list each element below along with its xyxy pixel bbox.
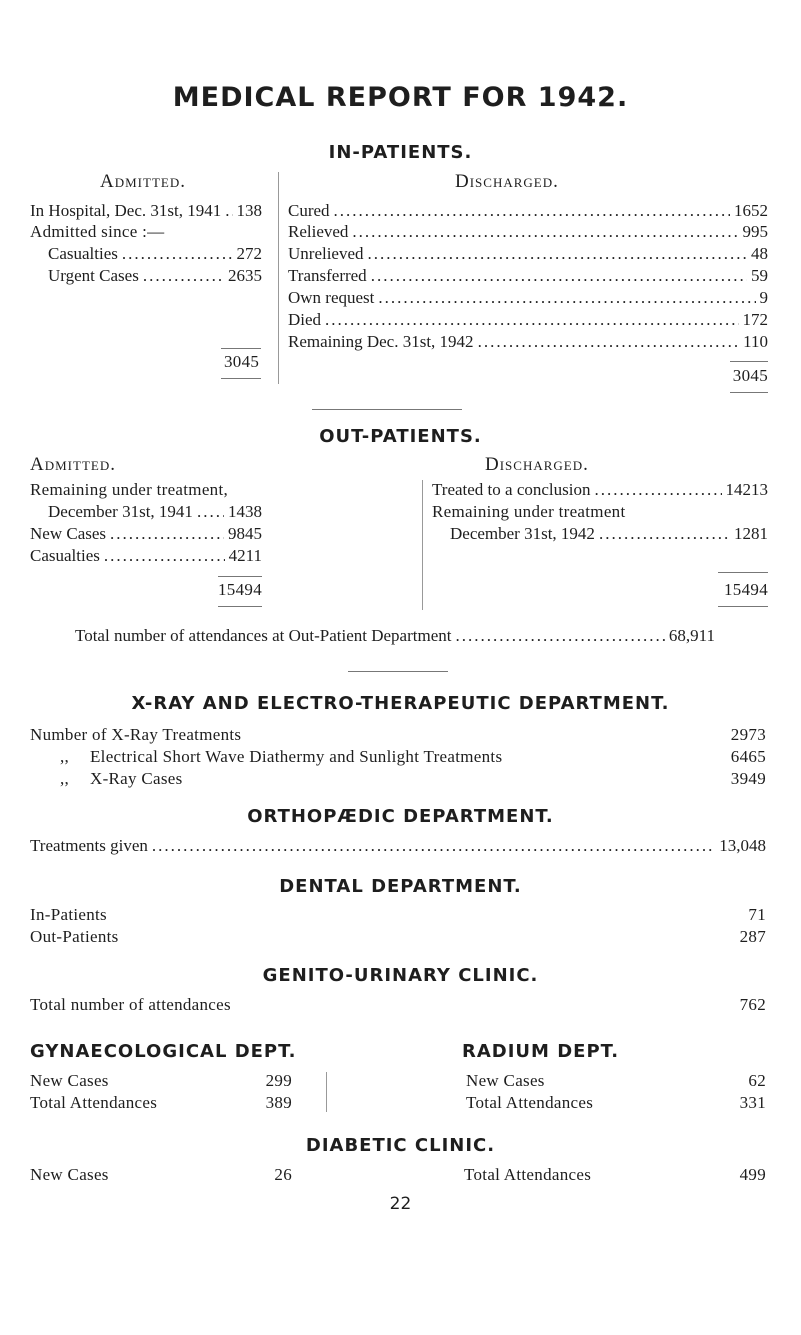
- row-label: Transferred: [288, 266, 367, 285]
- section-divider: [312, 409, 462, 410]
- row-label: Casualties: [48, 244, 118, 263]
- outpatients-discharged-row: [432, 480, 768, 500]
- inpatients-admitted-row: [48, 244, 262, 264]
- gynae-heading: GYNAECOLOGICAL DEPT.: [30, 1041, 297, 1062]
- radium-heading: RADIUM DEPT.: [462, 1041, 620, 1062]
- row-value: 1652: [734, 201, 768, 220]
- row-label: In Hospital, Dec. 31st, 1941: [30, 201, 222, 220]
- outpatients-discharged-heading: Discharged.: [485, 454, 589, 475]
- row-value: 1281: [734, 524, 768, 543]
- outpatients-attendances-row: [75, 626, 715, 646]
- total-rule: [221, 348, 261, 349]
- xray-row-label: Number of X-Ray Treatments: [30, 725, 242, 744]
- diabetic-att-value: 499: [739, 1165, 766, 1184]
- row-label: Treatments given: [30, 836, 148, 855]
- genito-row-label: Total number of attendances: [30, 995, 231, 1014]
- xray-row-value: 3949: [730, 769, 766, 788]
- row-label: New Cases: [30, 524, 107, 543]
- dental-row-label: In-Patients: [30, 905, 107, 924]
- total-rule: [218, 576, 262, 577]
- inpatients-admitted-row: [48, 266, 262, 286]
- outpatients-admitted-row: [30, 546, 262, 566]
- row-label: Casualties: [30, 546, 100, 565]
- xray-row-label: Electrical Short Wave Diathermy and Sunlight Treatments: [90, 747, 503, 766]
- inpatients-discharged-row: [288, 244, 768, 264]
- diabetic-heading: DIABETIC CLINIC.: [305, 1135, 496, 1156]
- row-label: December 31st, 1941: [48, 502, 193, 521]
- radium-row-label: Total Attendances: [466, 1093, 594, 1112]
- orthopaedic-heading: ORTHOPÆDIC DEPARTMENT.: [247, 806, 554, 827]
- row-value: 2635: [228, 266, 262, 285]
- gynae-row-value: 299: [265, 1071, 292, 1090]
- row-value: 68,911: [668, 626, 715, 645]
- total-rule: [221, 378, 261, 379]
- outpatients-admitted-total: 15494: [218, 580, 262, 599]
- outpatients-discharged-total: 15494: [724, 580, 768, 599]
- total-rule: [730, 392, 768, 393]
- orthopaedic-row: [30, 836, 766, 856]
- row-label: Cured: [288, 201, 330, 220]
- inpatients-discharged-row: [288, 310, 768, 330]
- total-rule: [730, 361, 768, 362]
- row-label: Relieved: [288, 222, 349, 241]
- outpatients-admitted-row: [48, 502, 262, 522]
- outpatients-heading: OUT-PATIENTS.: [319, 426, 482, 447]
- inpatients-admitted-total: 3045: [224, 352, 260, 371]
- column-divider: [278, 172, 279, 384]
- gynae-row-label: Total Attendances: [30, 1093, 158, 1112]
- row-label: Total number of attendances at Out-Patient Department: [75, 626, 452, 645]
- row-value: 1438: [228, 502, 262, 521]
- inpatients-discharged-row: [288, 222, 768, 242]
- dental-row-value: 287: [739, 927, 766, 946]
- radium-row-value: 62: [748, 1071, 766, 1090]
- outpatients-admitted-heading: Admitted.: [30, 454, 116, 475]
- row-value: 272: [236, 244, 262, 263]
- row-value: 995: [742, 222, 768, 241]
- inpatients-discharged-row: [288, 288, 768, 308]
- page-title: MEDICAL REPORT FOR 1942.: [172, 82, 629, 113]
- row-value: 172: [742, 310, 768, 329]
- diabetic-new-label: New Cases: [30, 1165, 109, 1184]
- inpatients-admitted-row: [30, 201, 262, 221]
- inpatients-discharged-row: [288, 332, 768, 352]
- row-value: 14213: [725, 480, 768, 499]
- xray-row-label: X-Ray Cases: [90, 769, 183, 788]
- gynae-row-value: 389: [265, 1093, 292, 1112]
- row-value: 48: [751, 244, 768, 263]
- radium-row-label: New Cases: [466, 1071, 545, 1090]
- outpatients-admitted-row: [30, 524, 262, 544]
- outpatients-discharged-row: Remaining under treatment: [432, 502, 626, 521]
- row-value: 9845: [228, 524, 262, 543]
- inpatients-discharged-total: 3045: [732, 366, 768, 385]
- diabetic-att-label: Total Attendances: [464, 1165, 592, 1184]
- inpatients-discharged-row: [288, 201, 768, 221]
- inpatients-heading: IN-PATIENTS.: [328, 142, 473, 163]
- genito-row-value: 762: [739, 995, 766, 1014]
- dental-row-value: 71: [748, 905, 766, 924]
- total-rule: [718, 606, 768, 607]
- total-rule: [218, 606, 262, 607]
- row-label: Own request: [288, 288, 375, 307]
- row-value: 110: [743, 332, 768, 351]
- row-value: 138: [236, 201, 262, 220]
- gynae-row-label: New Cases: [30, 1071, 109, 1090]
- row-label: Remaining Dec. 31st, 1942: [288, 332, 474, 351]
- genito-heading: GENITO-URINARY CLINIC.: [262, 965, 539, 986]
- row-label: Urgent Cases: [48, 266, 139, 285]
- xray-heading: X-RAY AND ELECTRO-THERAPEUTIC DEPARTMENT.: [131, 693, 670, 714]
- inpatients-discharged-row: [288, 266, 768, 286]
- column-divider: [422, 480, 423, 610]
- ditto-mark: ,,: [60, 747, 70, 766]
- column-divider: [326, 1072, 327, 1112]
- row-label: Died: [288, 310, 322, 329]
- xray-row-value: 6465: [730, 747, 766, 766]
- row-value: 4211: [228, 546, 262, 565]
- dental-heading: DENTAL DEPARTMENT.: [279, 876, 522, 897]
- inpatients-admitted-row: Admitted since :—: [30, 222, 165, 241]
- dental-row-label: Out-Patients: [30, 927, 119, 946]
- outpatients-discharged-row: [450, 524, 768, 544]
- inpatients-admitted-heading: Admitted.: [100, 171, 186, 192]
- outpatients-admitted-row: Remaining under treatment,: [30, 480, 229, 499]
- section-divider: [348, 671, 448, 672]
- diabetic-new-value: 26: [274, 1165, 292, 1184]
- radium-row-value: 331: [739, 1093, 766, 1112]
- row-label: Treated to a conclusion: [432, 480, 591, 499]
- row-label: Unrelieved: [288, 244, 364, 263]
- row-value: 9: [759, 288, 768, 307]
- row-value: 13,048: [719, 836, 766, 855]
- page-number: 22: [389, 1194, 412, 1214]
- inpatients-discharged-heading: Discharged.: [455, 171, 559, 192]
- ditto-mark: ,,: [60, 769, 70, 788]
- xray-row-value: 2973: [730, 725, 766, 744]
- row-label: December 31st, 1942: [450, 524, 595, 543]
- row-value: 59: [751, 266, 768, 285]
- total-rule: [718, 572, 768, 573]
